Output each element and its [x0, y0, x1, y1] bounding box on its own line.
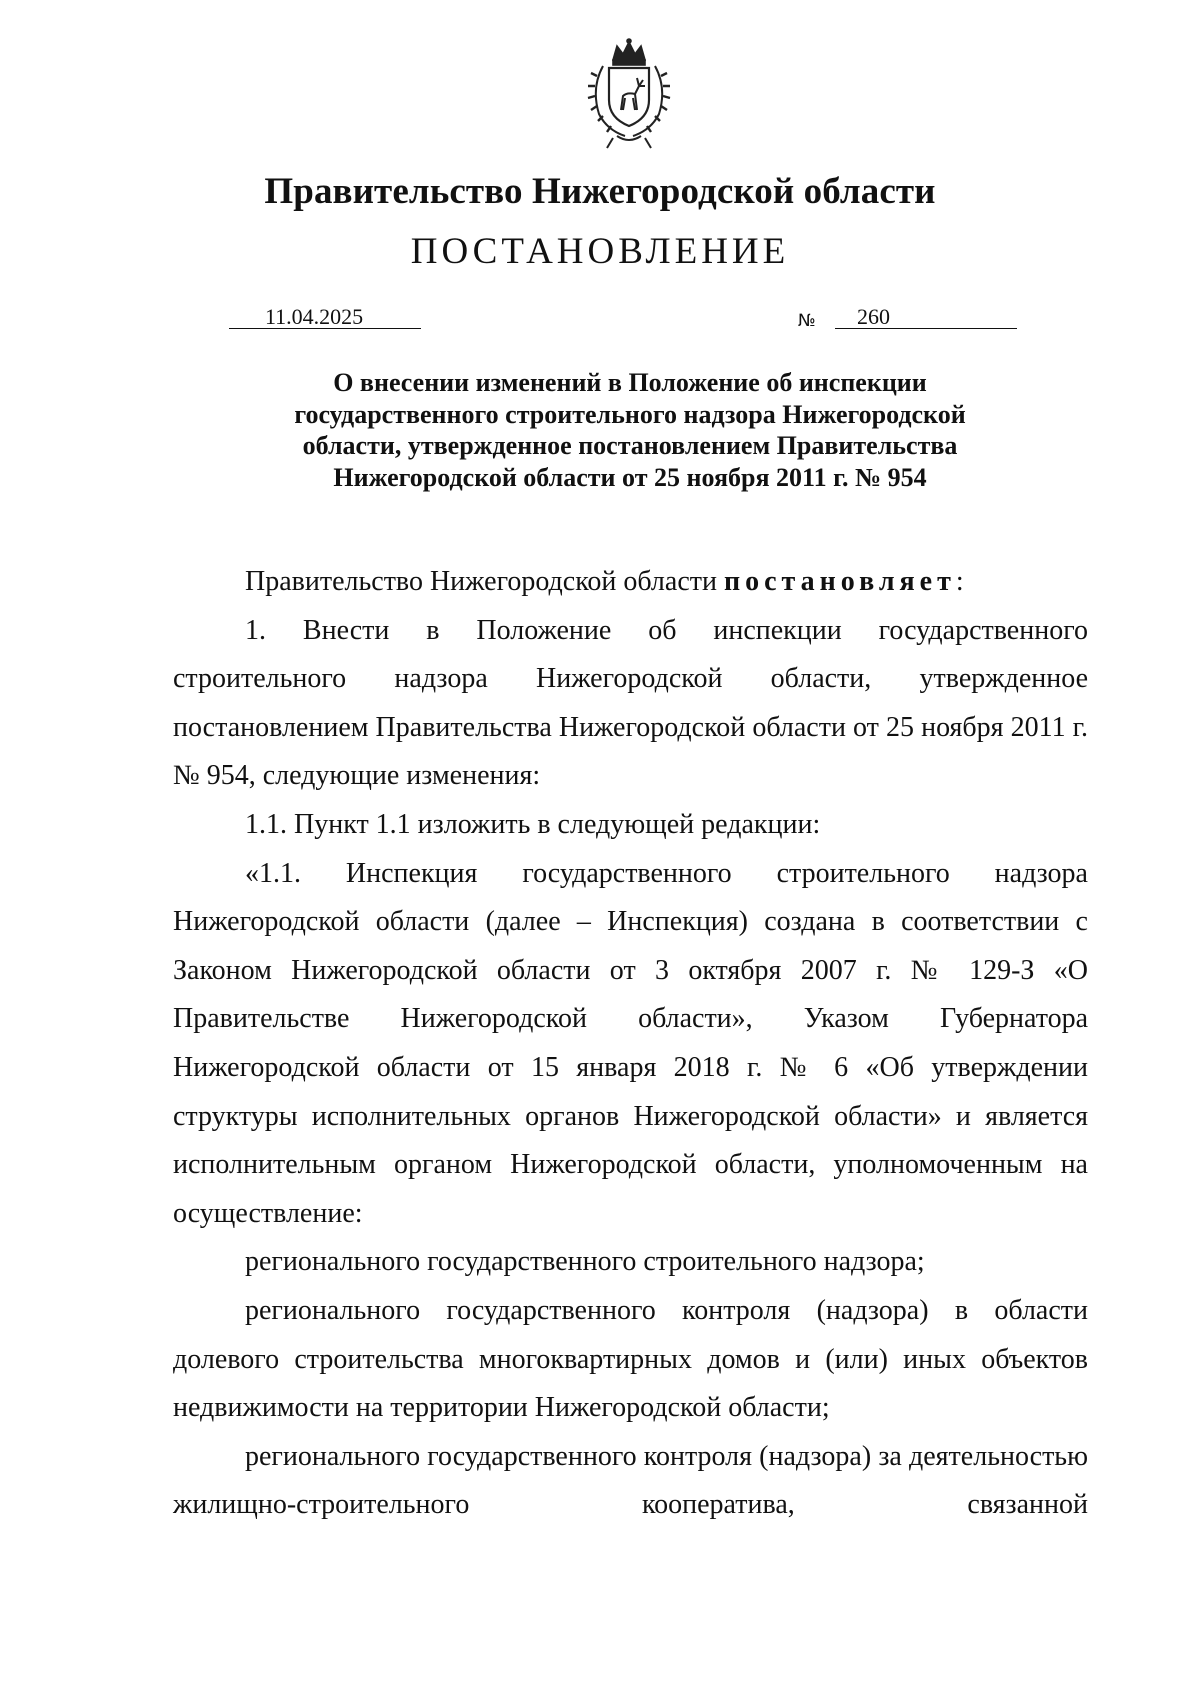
paragraph-quote-1-1: «1.1. Инспекция государственного строительного надзора Нижегородской области (далее – Инспекция) создана в соответствии с Законом Нижегородской области от 3 октября 2007 г. № 129-З «О Правительстве Нижегородской области», Указом Губернатора Нижегородской области от 15 января 2018 г. № 6 «Об утверждении структуры исполнительных органов Нижегородской области» и является исполнительным органом Нижегородской области, уполномоченным на осуществление:	[173, 857, 1088, 1229]
paragraph-1: 1. Внести в Положение об инспекции государственного строительного надзора Нижегородской области, утвержденное постановлением Правительства Нижегородской области от 25 ноября 2011 г. № 954, следующие изменения:	[173, 614, 1088, 792]
paragraph-1-1: 1.1. Пункт 1.1 изложить в следующей редакции:	[245, 808, 821, 840]
subject-line: Нижегородской области от 25 ноября 2011 г. № 954	[333, 462, 927, 492]
date-value: 11.04.2025	[265, 304, 364, 329]
document-body	[173, 558, 1088, 1530]
subject-line: области, утвержденное постановлением Правительства	[302, 431, 958, 460]
preamble-end: :	[955, 566, 964, 597]
paragraph-item-shared-construction: регионального государственного контроля (надзора) в области долевого строительства многоквартирных домов и (или) иных объектов недвижимости на территории Нижегородской области;	[173, 1294, 1088, 1424]
preamble-paragraph	[173, 558, 1088, 607]
number-sign: №	[798, 311, 816, 331]
document-subject	[200, 367, 1060, 493]
subject-line: государственного строительного надзора Нижегородской	[294, 399, 966, 429]
organization-title: Правительство Нижегородской области	[264, 171, 936, 212]
date-field	[229, 302, 421, 329]
document-type: ПОСТАНОВЛЕНИЕ	[410, 231, 790, 272]
number-value: 260	[857, 304, 890, 329]
preamble-verb: постановляет	[723, 566, 956, 597]
paragraph-item-housing-cooperative: регионального государственного контроля (надзора) за деятельностью жилищно-строительного кооператива, связанной	[173, 1440, 1088, 1521]
preamble-lead: Правительство Нижегородской области	[245, 566, 724, 597]
subject-line: О внесении изменений в Положение об инспекции	[333, 368, 927, 397]
coat-of-arms-icon	[573, 38, 685, 150]
number-field	[835, 302, 1017, 329]
paragraph-item-construction-supervision: регионального государственного строительного надзора;	[245, 1246, 925, 1278]
